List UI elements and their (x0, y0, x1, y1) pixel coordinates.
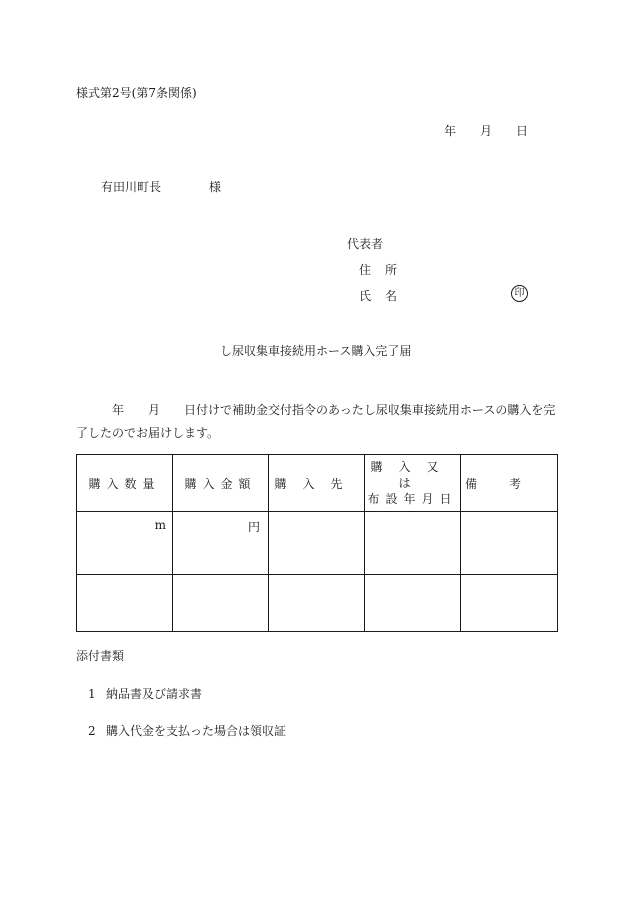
body-statement: 日付けで補助金交付指令のあったし尿収集車接続用ホースの購入を完了したのでお届けします。 (76, 403, 556, 440)
date-day: 日 (516, 124, 529, 138)
attachment-text: 納品書及び請求書 (106, 687, 203, 701)
form-number: 様式第2号(第7条関係) (76, 86, 197, 100)
cell-quantity[interactable] (77, 575, 173, 632)
cell-quantity[interactable] (77, 512, 173, 575)
cell-vendor[interactable] (269, 575, 365, 632)
date-line (444, 122, 528, 139)
document-title: し尿収集車接続用ホース購入完了届 (220, 344, 412, 358)
cell-date[interactable] (365, 512, 461, 575)
attachment-text: 購入代金を支払った場合は領収証 (106, 724, 287, 738)
cell-date[interactable] (365, 575, 461, 632)
body-month: 月 (148, 403, 161, 417)
header-date-line2: 布設年月日 (367, 492, 458, 506)
addressee-honorific: 様 (209, 180, 222, 194)
purchase-table (76, 454, 558, 632)
body-text (76, 399, 561, 445)
unit-yen: 円 (247, 520, 260, 534)
address-label: 住所 (359, 263, 412, 277)
attachment-number: 2 (88, 724, 96, 738)
addressee (101, 178, 221, 195)
seal-mark: 印 (511, 285, 528, 302)
header-quantity: 購入数量 (77, 455, 173, 512)
header-vendor: 購入先 (269, 455, 365, 512)
attachment-number: 1 (88, 687, 96, 701)
table-row (77, 575, 558, 632)
cell-amount[interactable] (173, 575, 269, 632)
header-date (365, 455, 461, 512)
date-year: 年 (444, 124, 457, 138)
name-label: 氏名 (359, 289, 412, 303)
table-row (77, 512, 558, 575)
cell-amount[interactable] (173, 512, 269, 575)
header-date-line1: 購入又は (370, 460, 455, 490)
attachment-item (88, 722, 286, 739)
addressee-name: 有田川町長 (101, 180, 162, 194)
cell-remarks[interactable] (461, 575, 558, 632)
attachment-item (88, 685, 202, 702)
cell-vendor[interactable] (269, 512, 365, 575)
date-month: 月 (480, 124, 493, 138)
table-header-row (77, 455, 558, 512)
representative-label: 代表者 (347, 237, 384, 251)
cell-remarks[interactable] (461, 512, 558, 575)
body-year: 年 (112, 403, 125, 417)
attachments-heading: 添付書類 (76, 649, 125, 663)
header-remarks: 備考 (461, 455, 558, 512)
unit-meter: m (154, 518, 166, 532)
header-amount: 購入金額 (173, 455, 269, 512)
